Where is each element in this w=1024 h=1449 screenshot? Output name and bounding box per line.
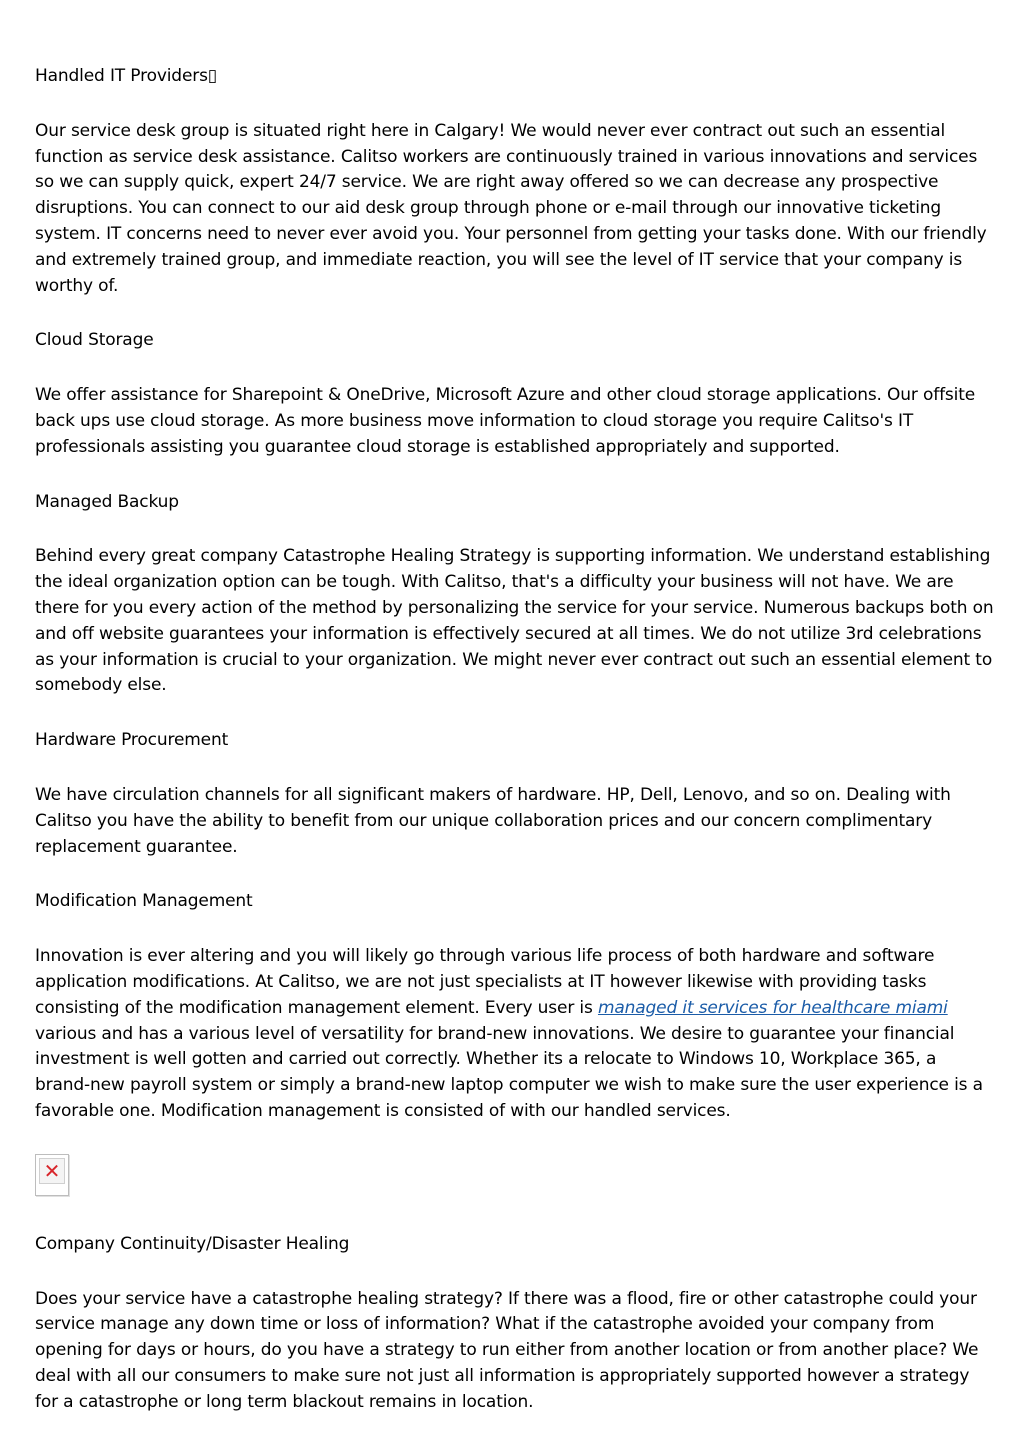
section-heading-handled-it: [35, 64, 995, 90]
broken-image-frame: [39, 1158, 65, 1184]
missing-glyph-icon: ▯: [207, 66, 218, 86]
section-body-managed-backup: Behind every great company Catastrophe Healing Strategy is supporting information. We understand establishing the ideal organization option can be tough. With Calitso, that's a difficulty your business will not have. We are there for you every action of the method by personalizing the service for your service. Numerous backups both on and off website guarantees your information is effectively secured at all times. We do not utilize 3rd celebrations as your information is crucial to your organization. We might never ever contract out such an essential element to somebody else.: [35, 546, 994, 696]
broken-image-x-icon: ✕: [43, 1158, 61, 1183]
section-heading-cloud-storage: Cloud Storage: [35, 330, 154, 351]
document-content: [35, 64, 995, 1444]
section-heading-hardware-procurement: Hardware Procurement: [35, 730, 229, 751]
section-body-hardware-procurement: We have circulation channels for all significant makers of hardware. HP, Dell, Lenovo, and so on. Dealing with Calitso you have the ability to benefit from our unique collaboration prices and our concern complimentary replacement guarantee.: [35, 784, 951, 857]
section-body-cloud-storage: We offer assistance for Sharepoint & OneDrive, Microsoft Azure and other cloud storage applications. Our offsite back ups use cloud storage. As more business move information to cloud storage you require Calitso's IT professionals assisting you guarantee cloud storage is established appropriately and supported.: [35, 385, 976, 457]
section-body-modification-management: [35, 944, 995, 1125]
body-text-before-link: Innovation is ever altering and you will likely go through various life process of both hardware and software application modifications. At Calitso, we are not just specialists at IT however likewise with providing tasks consisting of the modification management element. Every user is: [35, 946, 935, 1018]
section-heading-modification-management: Modification Management: [35, 891, 253, 912]
section-heading-managed-backup: Managed Backup: [35, 491, 179, 512]
section-body-business-continuity: Does your service have a catastrophe healing strategy? If there was a flood, fire or other catastrophe could your service manage any down time or loss of information? What if the catastrophe avoided your company from opening for days or hours, do you have a strategy to run either from another location or from another place? We deal with all our consumers to make sure not just all information is appropriately supported however a strategy for a catastrophe or long term blackout remains in location.: [35, 1288, 979, 1412]
broken-image-icon: [35, 1154, 69, 1196]
section-heading-business-continuity: Company Continuity/Disaster Healing: [35, 1233, 350, 1254]
healthcare-services-link[interactable]: managed it services for healthcare miami: [597, 997, 948, 1018]
body-text-after-link: various and has a various level of versatility for brand-new innovations. We desire to guarantee your financial investment is well gotten and carried out correctly. Whether its a relocate to Windows 10, Workplace 365, a brand-new payroll system or simply a brand-new laptop computer we wish to make sure the user experience is a favorable one. Modification management is consisted of with our handled services.: [35, 1023, 983, 1121]
section-body-handled-it: Our service desk group is situated right here in Calgary! We would never ever contract out such an essential function as service desk assistance. Calitso workers are continuously trained in various innovations and services so we can supply quick, expert 24/7 service. We are right away offered so we can decrease any prospective disruptions. You can connect to our aid desk group through phone or e-mail through our innovative ticketing system. IT concerns need to never ever avoid you. Your personnel from getting your tasks done. With our friendly and extremely trained group, and immediate reaction, you will see the level of IT service that your company is worthy of.: [35, 120, 987, 296]
heading-text: Handled IT Providers: [35, 66, 208, 86]
